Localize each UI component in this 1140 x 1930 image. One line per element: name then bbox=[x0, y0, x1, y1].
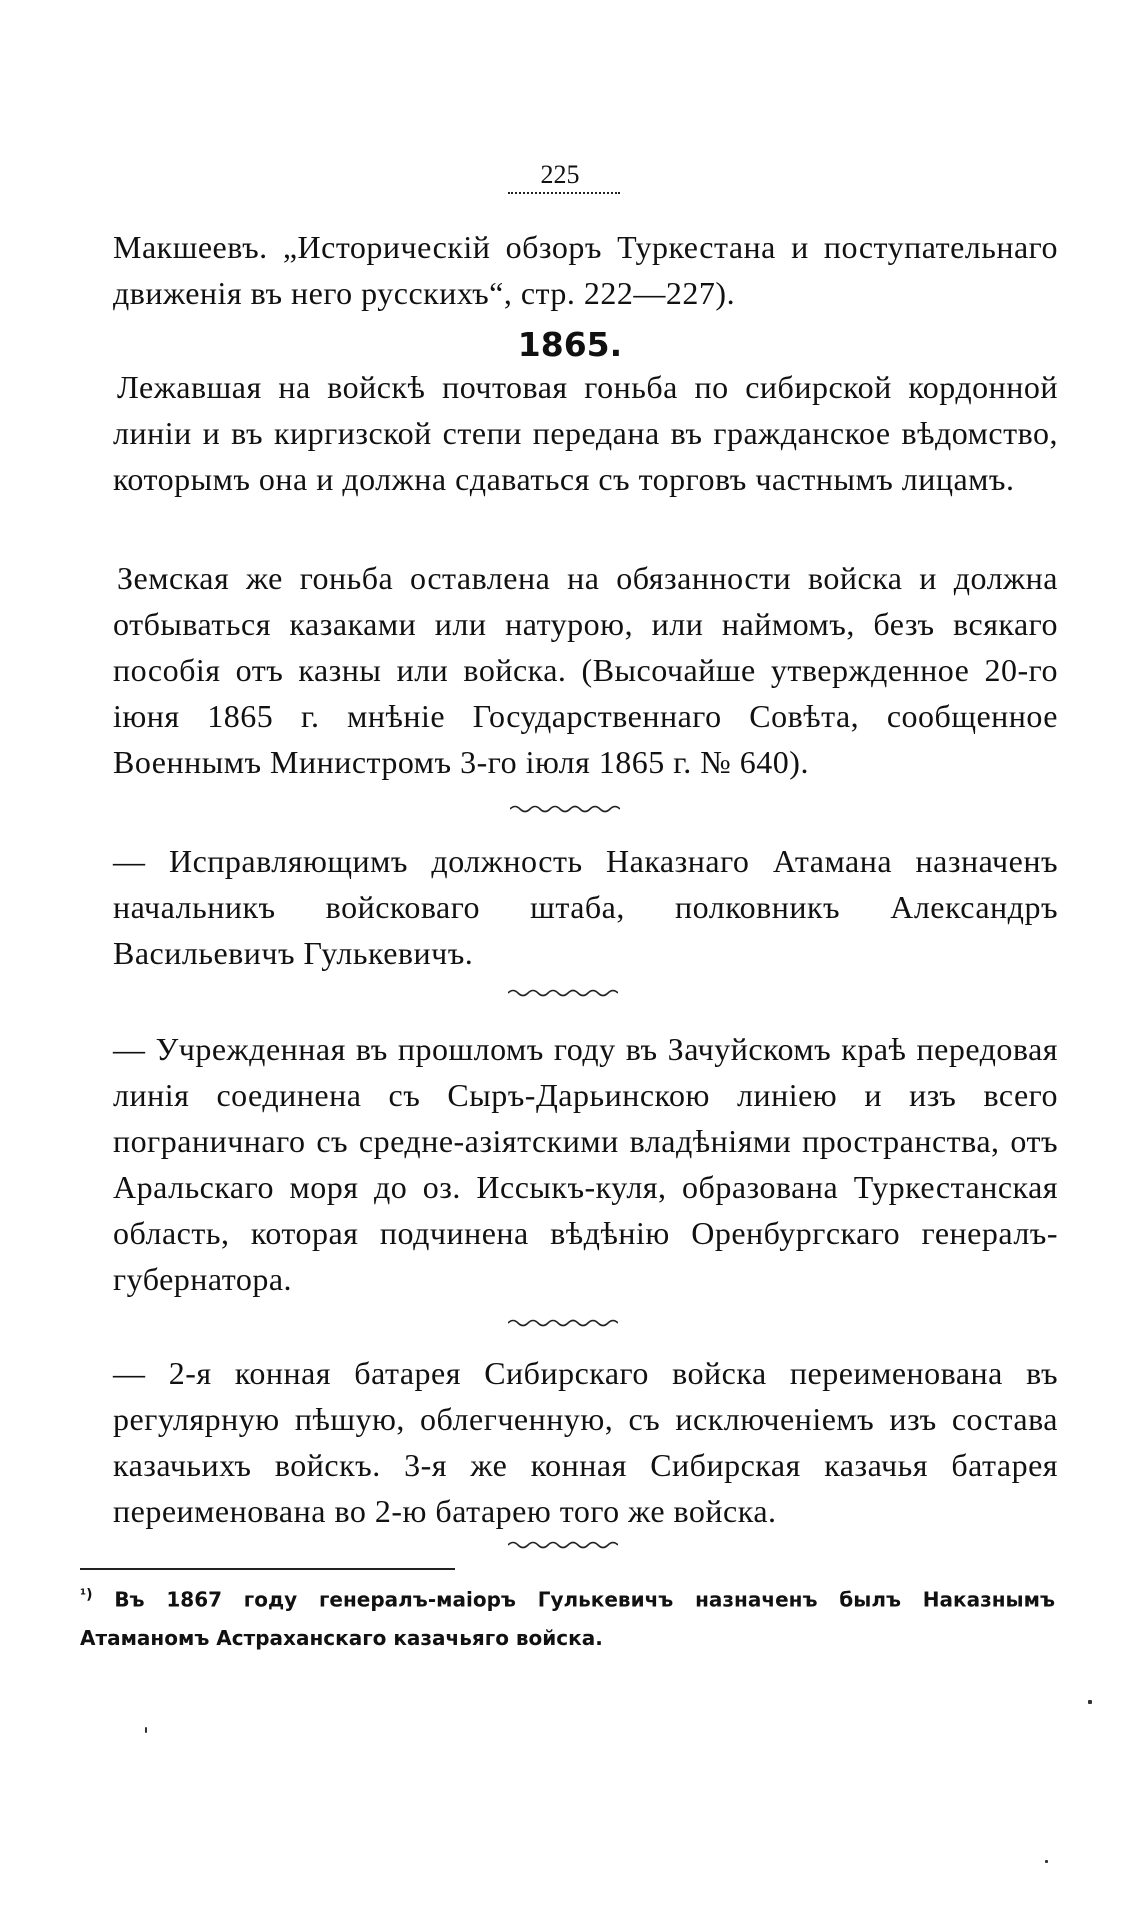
paragraph-1: Лежавшая на войскѣ почтовая гоньба по сибирской кордонной линіи и въ киргизской степи передана въ гражданское вѣдомство, которымъ она и должна сдаваться съ торговъ частнымъ лицамъ. bbox=[113, 369, 1058, 497]
page-number: 225 bbox=[540, 160, 580, 189]
paragraph-3: — Исправляющимъ должность Наказнаго Атамана назначенъ начальникъ войсковаго штаба, полковникъ Александръ Васильевичъ Гулькевичъ. bbox=[113, 843, 1058, 971]
footnote bbox=[80, 1576, 1055, 1657]
section-divider-4 bbox=[508, 1540, 618, 1550]
paragraph-4: — Учрежденная въ прошломъ году въ Зачуйскомъ краѣ передовая линія соединена съ Сыръ-Дарьинскою линіею и изъ всего пограничнаго съ средне-азіятскими владѣніями пространства, отъ Аральскаго моря до оз. Иссыкъ-куля, образована Туркестанская область, которая подчинена вѣдѣнію Оренбургскаго генералъ-губернатора. bbox=[113, 1031, 1058, 1297]
paragraph-5: — 2-я конная батарея Сибирскаго войска переименована въ регулярную пѣшую, облегченную, съ исключеніемъ изъ состава казачьихъ войскъ. 3-я же конная Сибирская казачья батарея переименована во 2-ю батарею того же войска. bbox=[113, 1355, 1058, 1529]
section-divider-3 bbox=[508, 1318, 618, 1328]
section-divider-1 bbox=[510, 804, 620, 814]
footnote-marker: ¹) bbox=[80, 1587, 93, 1603]
page-number-rule bbox=[508, 192, 620, 194]
scan-speck bbox=[145, 1727, 147, 1733]
paragraph-2: Земская же гоньба оставлена на обязанности войска и должна отбываться казаками или натурою, или наймомъ, безъ всякаго пособія отъ казны или войска. (Высочайше утвержденное 20-го іюня 1865 г. мнѣніе Государственнаго Совѣта, сообщенное Военнымъ Министромъ 3-го іюля 1865 г. № 640). bbox=[113, 560, 1058, 780]
footnote-text: Въ 1867 году генералъ-маіоръ Гулькевичъ назначенъ былъ Наказнымъ Атаманомъ Астраханскаго казачьяго войска. bbox=[80, 1587, 1055, 1650]
intro-paragraph: Макшеевъ. „Историческій обзоръ Туркестана и поступательнаго движенія въ него русскихъ“, стр. 222—227). bbox=[113, 229, 1058, 311]
footnote-rule bbox=[80, 1568, 455, 1570]
section-divider-2 bbox=[508, 988, 618, 998]
scan-speck bbox=[1088, 1700, 1092, 1704]
year-heading: 1865. bbox=[517, 325, 623, 364]
scan-speck bbox=[1045, 1860, 1048, 1863]
